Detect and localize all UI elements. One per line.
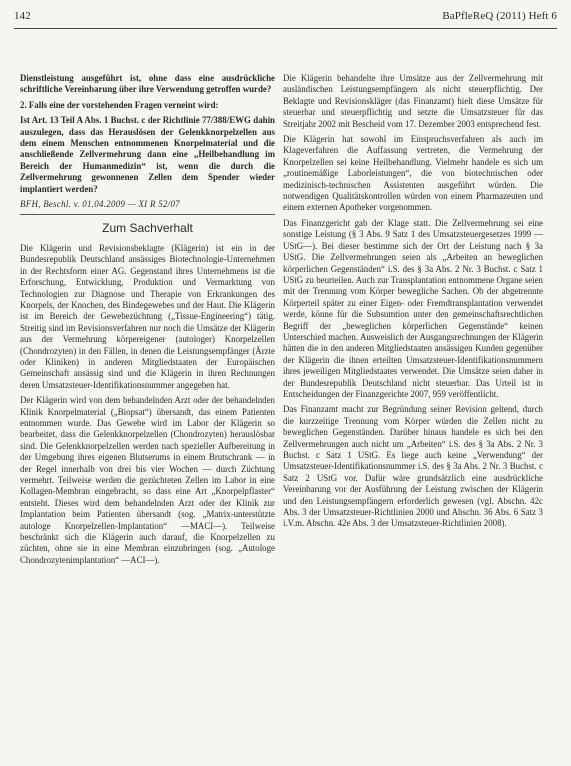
paragraph: Die Klägerin behandelte ihre Umsätze aus der Zellvermehrung mit ausländischen Leistungsempfängern als nicht steuerpflichtig. Der Beklagte und Revisionskläger (das Finanzamt) hielt diese Umsätze für steuerbar und steuerpflichtig und setzte die Umsatzsteuer für das Streitjahr 2002 mit Bescheid vom 17. Dezember 2003 entsprechend fest. (283, 73, 543, 129)
paragraph: Die Klägerin und Revisionsbeklagte (Klägerin) ist ein in der Bundesrepublik Deutschland ansässiges Biotechnologie-Unternehmen in der Rechtsform einer AG. Gegenstand ihres Unternehmens ist die Erforschung, Entwicklung, Produktion und Vermarktung von Technologien zur Diagnose und Therapie von Erkrankungen des Knorpels, der Knochen, des Bindegewebes und der Haut. Die Klägerin ist im Bereich der Gewebezüchtung („Tissue-Engineering“) tätig. Streitig sind im Revisionsverfahren nur noch die Umsätze der Klägerin aus der Vermehrung körpereigener (autologer) Knorpelzellen (Chondrozyten) in den Fällen, in denen die Leistungsempfänger (Ärzte oder Kliniken) in anderen Mitgliedstaaten der Europäischen Gemeinschaft ansässig sind und die Klägerin in ihren Rechnungen deren Umsatzsteuer-Identifikationsnummer angegeben hat. (20, 242, 275, 390)
right-column (283, 73, 543, 534)
question-2-text: Ist Art. 13 Teil A Abs. 1 Buchst. c der Richtlinie 77/388/EWG dahin auszulegen, dass das Herauslösen der Gelenkknorpelzellen aus dem einem Menschen entnommenen Knorpelmaterial und die anschließende Zellvermehrung dann eine „Heilbehandlung im Bereich der Humanmedizin“ ist, wenn die durch die Zellvermehrung gewonnenen Zellen dem Spender wieder implantiert werden? (20, 115, 275, 194)
paragraph: Die Klägerin hat sowohl im Einspruchsverfahren als auch im Klageverfahren die Auffassung vertreten, die Vermehrung der Knorpelzellen sei keine Heilbehandlung. Vielmehr handele es sich um „routinemäßige Laborleistungen“, die von biotechnischen oder medizinisch-technischen Assistenten ausgeführt würden. Die notwendigen Qualitätskontrollen würden von einem Pharmazeuten und einem externen Apotheker vorgenommen. (283, 134, 543, 213)
decision-source: BFH, Beschl. v. 01.04.2009 — XI R 52/07 (20, 199, 180, 210)
paragraph: Der Klägerin wird von dem behandelnden Arzt oder der behandelnden Klinik Knorpelmaterial („Biopsat“) übersandt, das einem Patienten entnommen wurde. Das Gewebe wird im Labor der Klägerin so bearbeitet, dass die Gelenkknorpelzellen (Chondrozyten) herauslösbar sind. Die Gelenkknorpelzellen werden nach spezieller Aufbereitung in der Umgebung ihres eigenen Blutserums in einem Brutschrank — in der Regel innerhalb von drei bis vier Wochen — durch Züchtung vermehrt. Teilweise werden die gezüchteten Zellen im Labor in eine Kollagen-Membran eingebracht, so dass eine Art „Knorpelpflaster“ entsteht. Dieses wird dem behandelnden Arzt oder der Klinik zur Implantation beim Patienten übersandt (sog. „Matrix-unterstützte autologe Knorpelzellen-Implantation“ —MACI—). Teilweise beschränkt sich die Klägerin auch darauf, die Knorpelzellen zu züchten, ohne sie in eine Membran einzubringen (sog. „Autologe Chondrozytenimplantation“ —ACI—). (20, 395, 275, 565)
journal-citation: BaPfleReQ (2011) Heft 6 (442, 10, 557, 22)
section-rule (20, 214, 275, 215)
paragraph: Das Finanzgericht gab der Klage statt. Die Zellvermehrung sei eine sonstige Leistung (§ 3 Abs. 9 Satz 1 des Umsatzsteuergesetzes 1999 —UStG—). Bei dieser bestimme sich der Ort der Leistung nach § 3a UStG. Die Zellvermehrungen seien als „Arbeiten an beweglichen körperlichen Gegenständen“ i.S. des § 3a Abs. 2 Nr. 3 Buchst. c Satz 1 UStG zu beurteilen. Auch zur Transplantation entnommene Organe seien mit der Trennung vom Körper bewegliche Sachen. Ob der abgetrennte Körperteil später zu einer Eigen- oder Fremdtransplantation verwendet werde, könne für die Subsumtion unter den gemeinschaftsrechtlichen Begriff der „beweglichen körperlichen Gegenstände“ keinen Unterschied machen. Ausweislich der Ausgangsrechnungen der Klägerin hätten die in den anderen Mitgliedstaaten ansässigen Kunden gegenüber der Klägerin die ihnen erteilten Umsatzsteuer-Identifikationsnummern ihres jeweiligen Mitgliedstaates verwendet. Die Umsätze seien daher in der Bundesrepublik Deutschland nicht steuerbar. Das Urteil ist in Entscheidungen der Finanzgerichte 2007, 959 veröffentlicht. (283, 217, 543, 399)
page-number: 142 (14, 10, 31, 22)
section-title: Zum Sachverhalt (102, 221, 193, 236)
header-rule (14, 28, 557, 29)
question-2-heading: 2. Falls eine der vorstehenden Fragen verneint wird: (20, 99, 219, 110)
paragraph: Das Finanzamt macht zur Begründung seiner Revision geltend, durch die kurzzeitige Trennung vom Körper würden die Zellen nicht zu beweglichen Gegenständen. Darüber hinaus handele es sich bei den Zellvermehrungen auch nicht um „Arbeiten“ i.S. des § 3a Abs. 2 Nr. 3 Buchst. c Satz 1 UStG. Es liege auch keine „Verwendung“ der Umsatzsteuer-Identifikationsnummer i.S. des § 3a Abs. 2 Nr. 3 Buchst. c Satz 2 UStG vor. Dafür wäre grundsätzlich eine ausdrückliche Vereinbarung vor der Ausführung der Leistung zwischen der Klägerin und den Leistungsempfängern erforderlich gewesen (vgl. Abschn. 42c Abs. 3 der Umsatzsteuer-Richtlinien 2000 und Abschn. 36 Abs. 6 Satz 3 i.V.m. Abschn. 42e Abs. 3 der Umsatzsteuer-Richtlinien 2008). (283, 404, 543, 529)
page-header (14, 10, 557, 26)
question-1-tail: Dienstleistung ausgeführt ist, ohne dass eine ausdrückliche schriftliche Vereinbarung über ihre Verwendung getroffen wurde? (20, 73, 275, 95)
left-column (20, 73, 275, 570)
